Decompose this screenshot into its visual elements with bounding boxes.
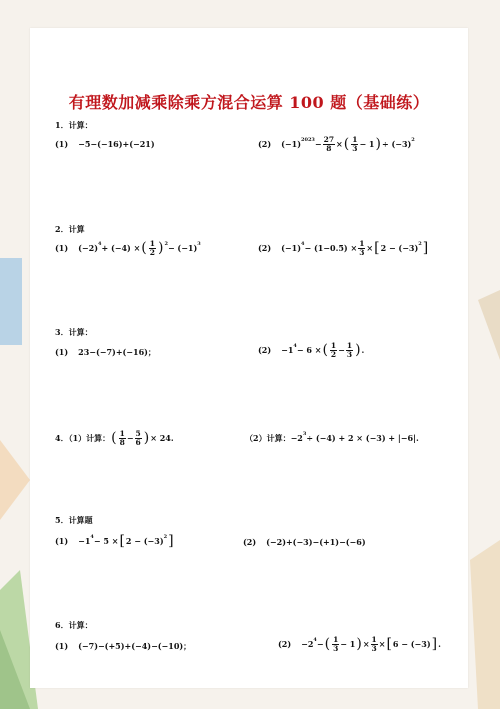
expression-text: ÷ (−3) — [381, 139, 412, 150]
left-paren: ( — [141, 240, 147, 257]
denominator: 8 — [326, 143, 332, 153]
expression-text: × — [378, 639, 386, 650]
exponent: 4 — [293, 342, 297, 349]
problem-3-1 — [55, 348, 156, 356]
problem-1-1 — [55, 140, 155, 148]
fraction — [323, 136, 335, 153]
expression-text: −1 — [78, 536, 91, 546]
denominator: 6 — [135, 437, 141, 447]
denominator: 3 — [346, 349, 353, 359]
problem-4-1 — [55, 430, 174, 447]
problem-5-2 — [243, 538, 366, 546]
numerator: 1 — [330, 341, 337, 350]
expression-text: . — [361, 345, 365, 356]
numerator: 1 — [149, 239, 155, 248]
left-paren: ( — [111, 430, 117, 447]
expression-text: − — [126, 433, 134, 444]
numerator: 1 — [352, 135, 358, 144]
fraction — [332, 636, 339, 653]
problem-label: 4．（1）计算： — [55, 433, 111, 444]
right-paren: ) — [375, 136, 381, 153]
exponent: 2023 — [300, 136, 315, 143]
expression-text: − — [338, 345, 345, 356]
exponent: 2 — [164, 240, 168, 247]
expression-text: − (−1) — [167, 243, 198, 254]
numerator: 1 — [346, 341, 353, 350]
denominator: 2 — [149, 247, 155, 257]
numerator: 1 — [119, 429, 125, 438]
fraction — [330, 342, 337, 359]
expression-text: ÷ (−4) + 2 × (−3) + |−6|. — [306, 433, 419, 443]
expression-text: −2 — [301, 639, 314, 650]
exponent: 2 — [163, 533, 168, 540]
expression-text: (−7)−(+5)+(−4)−(−10)； — [78, 641, 192, 651]
expression-text: . — [438, 639, 441, 650]
exponent: 4 — [90, 533, 94, 540]
expression-text: × — [362, 639, 370, 650]
left-bracket: [ — [119, 533, 125, 549]
expression-text: −1 — [281, 345, 294, 356]
problem-label: (2) — [278, 639, 292, 650]
problem-label: (1) — [55, 347, 69, 357]
denominator: 2 — [330, 349, 337, 359]
right-bracket: ] — [431, 636, 438, 653]
expression-text: − 6 × — [296, 345, 322, 356]
exponent: 4 — [300, 240, 305, 247]
problem-6-2 — [278, 636, 441, 653]
section-2-heading: 2．计算 — [55, 224, 85, 234]
numerator: 27 — [323, 135, 335, 144]
expression-text: 23−(−7)+(−16)； — [78, 347, 156, 357]
section-6-heading: 6．计算： — [55, 620, 93, 630]
problem-label: (2) — [258, 345, 272, 356]
left-paren: ( — [324, 636, 331, 653]
fraction — [351, 136, 358, 153]
exponent: 2 — [411, 136, 415, 143]
denominator: 3 — [371, 643, 377, 653]
exponent: 3 — [197, 240, 201, 247]
problem-label: (1) — [55, 641, 69, 651]
right-paren: ) — [157, 240, 164, 257]
expression-text: (−1) — [281, 139, 301, 150]
problem-3-2 — [258, 342, 364, 359]
expression-text: (−1) — [281, 243, 301, 254]
problem-label: (1) — [55, 536, 69, 546]
expression-text: − — [314, 139, 322, 150]
problem-label: (2) — [243, 537, 257, 547]
expression-text: 6 − (−3) — [392, 639, 431, 650]
left-paren: ( — [343, 136, 350, 153]
expression-text: × 24. — [150, 433, 174, 444]
section-1-heading: 1．计算： — [55, 120, 93, 130]
fraction — [135, 430, 142, 447]
problem-4-2 — [245, 430, 419, 443]
fraction — [149, 240, 156, 257]
problem-1-2 — [258, 136, 415, 153]
problem-label: (1) — [55, 243, 69, 254]
exponent: 3 — [302, 430, 307, 437]
exponent: 4 — [97, 240, 102, 247]
fraction — [346, 342, 353, 359]
right-paren: ) — [143, 430, 150, 447]
section-5-heading: 5．计算题 — [55, 515, 93, 525]
expression-text: − (1−0.5) × — [304, 243, 358, 254]
numerator: 1 — [371, 635, 377, 644]
right-paren: ) — [355, 342, 361, 359]
fraction — [119, 430, 126, 447]
page-title: 有理数加减乘除乘方混合运算 100 题（基础练） — [68, 93, 430, 112]
expression-text: − 1 — [340, 639, 356, 650]
expression-text: − 1 — [359, 139, 375, 150]
right-paren: ) — [356, 636, 362, 653]
expression-text: − — [316, 639, 324, 650]
denominator: 3 — [359, 247, 365, 257]
section-3-heading: 3．计算： — [55, 327, 93, 337]
expression-text: × — [336, 139, 343, 150]
left-paren: ( — [322, 342, 328, 359]
right-bracket: ] — [168, 533, 174, 549]
expression-text: × — [366, 243, 374, 254]
expression-text: 2 − (−3) — [380, 243, 419, 254]
expression-text: + (−4) × — [101, 243, 141, 254]
problem-2-2 — [258, 240, 429, 257]
denominator: 8 — [119, 437, 125, 447]
expression-text: −5−(−16)+(−21) — [78, 139, 155, 149]
exponent: 4 — [313, 636, 317, 643]
left-bracket: [ — [374, 240, 380, 257]
denominator: 3 — [333, 643, 339, 653]
right-bracket: ] — [422, 240, 429, 257]
worksheet-page — [30, 28, 468, 688]
problem-label: （2）计算： — [245, 433, 291, 443]
problem-6-1 — [55, 642, 191, 650]
problem-label: (2) — [258, 243, 272, 254]
fraction — [358, 240, 365, 257]
left-bracket: [ — [386, 636, 392, 653]
problem-2-1 — [55, 240, 201, 257]
problem-5-1 — [55, 534, 175, 548]
expression-text: 2 − (−3) — [125, 536, 164, 546]
problem-label: (2) — [258, 139, 272, 150]
expression-text: − 5 × — [93, 536, 119, 546]
denominator: 3 — [352, 143, 358, 153]
exponent: 2 — [418, 240, 422, 247]
expression-text: (−2)+(−3)−(+1)−(−6) — [266, 537, 366, 547]
expression-text: −2 — [290, 433, 303, 443]
expression-text: (−2) — [78, 243, 98, 254]
fraction — [371, 636, 378, 653]
numerator: 1 — [333, 635, 339, 644]
problem-label: (1) — [55, 139, 69, 149]
numerator: 1 — [359, 239, 365, 248]
numerator: 5 — [135, 429, 141, 438]
